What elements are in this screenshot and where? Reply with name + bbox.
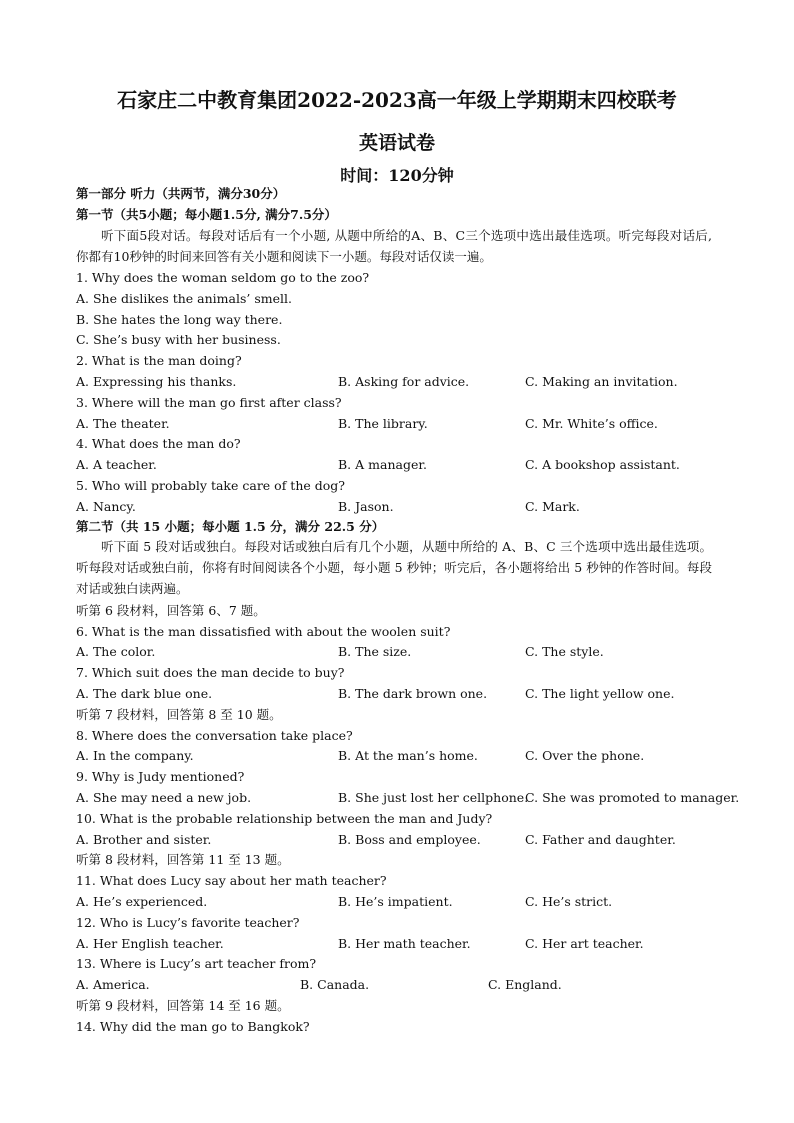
q7-option-c: C. The light yellow one. xyxy=(525,686,675,701)
q9-option-a: A. She may need a new job. xyxy=(76,790,252,805)
q3-option-a: A. The theater. xyxy=(76,416,170,431)
question-5: 5. Who will probably take care of the dog? xyxy=(76,478,345,493)
q11-option-a: A. He’s experienced. xyxy=(76,894,208,909)
q3-option-b: B. The library. xyxy=(338,416,428,431)
question-12: 12. Who is Lucy’s favorite teacher? xyxy=(76,915,300,930)
question-4: 4. What does the man do? xyxy=(76,436,241,451)
question-7: 7. Which suit does the man decide to buy? xyxy=(76,665,345,680)
q9-option-c: C. She was promoted to manager. xyxy=(525,790,740,805)
material-6-note: 听第 6 段材料，回答第 6、7 题。 xyxy=(76,603,266,618)
exam-time: 时间：120分钟 xyxy=(340,166,454,185)
q8-option-a: A. In the company. xyxy=(76,748,194,763)
question-3: 3. Where will the man go first after class? xyxy=(76,395,342,410)
exam-title: 石家庄二中教育集团2022-2023高一年级上学期期末四校联考 xyxy=(117,88,677,112)
section2-instructions: 听下面 5 段对话或独白。每段对话或独白后有几个小题，从题中所给的 A、B、C 三个选项中选出最佳选项。听每段对话或独白前，你将有时间阅读各个小题，每小题 5 秒钟；听完后，各小题将给出 5 秒钟的作答时间。每段对话或独白读两遍。 xyxy=(76,539,712,596)
q8-option-c: C. Over the phone. xyxy=(525,748,645,763)
q6-option-b: B. The size. xyxy=(338,644,412,659)
material-8-note: 听第 8 段材料，回答第 11 至 13 题。 xyxy=(76,852,290,867)
part1-heading: 第一部分 听力（共两节，满分30分） xyxy=(76,186,286,201)
question-13: 13. Where is Lucy’s art teacher from? xyxy=(76,956,317,971)
question-14: 14. Why did the man go to Bangkok? xyxy=(76,1019,310,1034)
q8-option-b: B. At the man’s home. xyxy=(338,748,478,763)
question-2: 2. What is the man doing? xyxy=(76,353,242,368)
q13-option-c: C. England. xyxy=(488,977,562,992)
q12-option-a: A. Her English teacher. xyxy=(76,936,224,951)
q2-option-c: C. Making an invitation. xyxy=(525,374,678,389)
section1-instructions: 听下面5段对话。每段对话后有一个小题, 从题中所给的A、B、C三个选项中选出最佳选项。听完每段对话后, 你都有10秒钟的时间来回答有关小题和阅读下一小题。每段对话仅读一遍。 xyxy=(76,228,712,264)
q2-option-a: A. Expressing his thanks. xyxy=(76,374,237,389)
q1-option-a: A. She dislikes the animals’ smell. xyxy=(76,291,292,306)
q3-option-c: C. Mr. White’s office. xyxy=(525,416,658,431)
subject-title: 英语试卷 xyxy=(358,132,435,154)
section1-heading: 第一节（共5小题；每小题1.5分, 满分7.5分） xyxy=(76,207,337,222)
q4-option-a: A. A teacher. xyxy=(76,457,157,472)
q10-option-b: B. Boss and employee. xyxy=(338,832,481,847)
question-6: 6. What is the man dissatisfied with about the woolen suit? xyxy=(76,624,451,639)
q7-option-b: B. The dark brown one. xyxy=(338,686,488,701)
question-9: 9. Why is Judy mentioned? xyxy=(76,769,245,784)
q13-option-a: A. America. xyxy=(76,977,150,992)
section2-heading: 第二节（共 15 小题；每小题 1.5 分，满分 22.5 分） xyxy=(76,519,385,534)
q4-option-c: C. A bookshop assistant. xyxy=(525,457,680,472)
q12-option-c: C. Her art teacher. xyxy=(525,936,644,951)
q10-option-c: C. Father and daughter. xyxy=(525,832,676,847)
question-11: 11. What does Lucy say about her math teacher? xyxy=(76,873,387,888)
q7-option-a: A. The dark blue one. xyxy=(76,686,213,701)
q9-option-b: B. She just lost her cellphone. xyxy=(338,790,529,805)
material-7-note: 听第 7 段材料，回答第 8 至 10 题。 xyxy=(76,707,282,722)
q4-option-b: B. A manager. xyxy=(338,457,427,472)
q6-option-c: C. The style. xyxy=(525,644,604,659)
q5-option-a: A. Nancy. xyxy=(76,499,136,514)
question-10: 10. What is the probable relationship between the man and Judy? xyxy=(76,811,493,826)
q12-option-b: B. Her math teacher. xyxy=(338,936,471,951)
material-9-note: 听第 9 段材料，回答第 14 至 16 题。 xyxy=(76,998,290,1013)
q5-option-b: B. Jason. xyxy=(338,499,394,514)
q5-option-c: C. Mark. xyxy=(525,499,580,514)
q6-option-a: A. The color. xyxy=(76,644,156,659)
q1-option-b: B. She hates the long way there. xyxy=(76,312,283,327)
q13-option-b: B. Canada. xyxy=(300,977,370,992)
q11-option-c: C. He’s strict. xyxy=(525,894,613,909)
question-8: 8. Where does the conversation take place? xyxy=(76,728,353,743)
q2-option-b: B. Asking for advice. xyxy=(338,374,470,389)
q10-option-a: A. Brother and sister. xyxy=(76,832,212,847)
q11-option-b: B. He’s impatient. xyxy=(338,894,453,909)
question-1: 1. Why does the woman seldom go to the zoo? xyxy=(76,270,370,285)
q1-option-c: C. She’s busy with her business. xyxy=(76,332,281,347)
